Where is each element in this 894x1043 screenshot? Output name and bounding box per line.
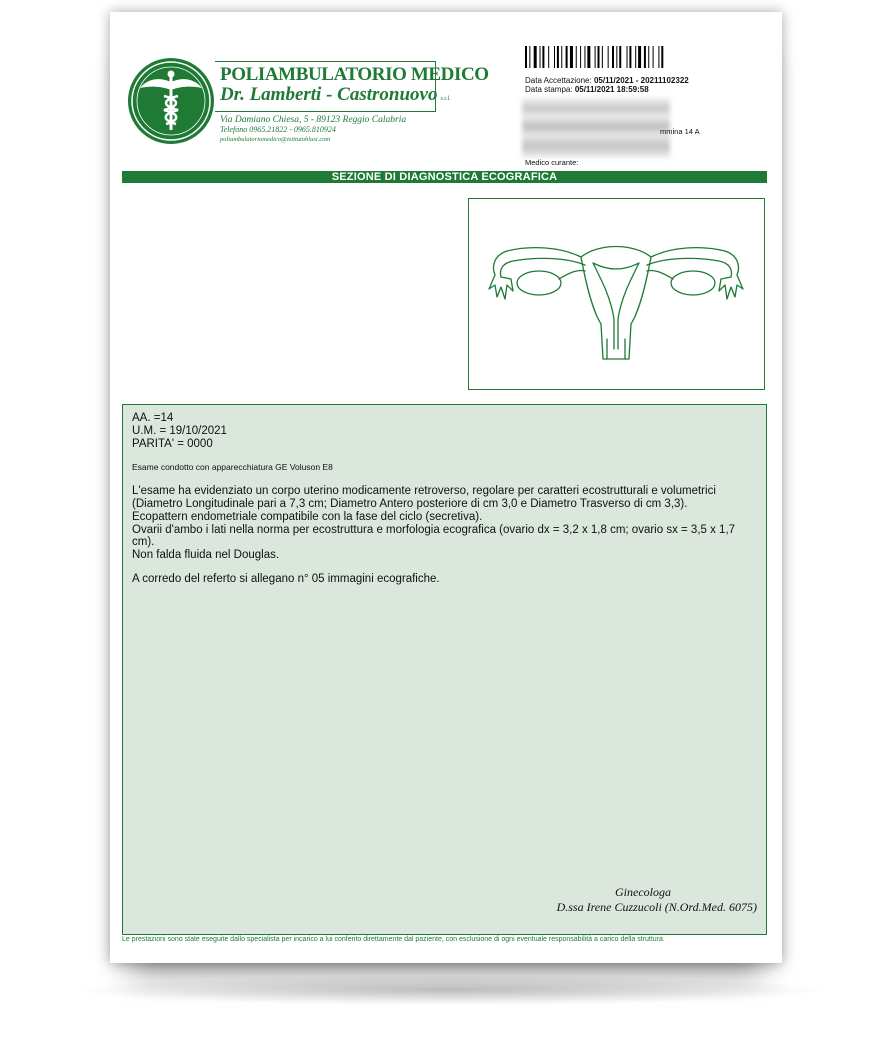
- attachment-line: A corredo del referto si allegano n° 05 immagini ecografiche.: [132, 572, 440, 585]
- section-title: SEZIONE DI DIAGNOSTICA ECOGRAFICA: [122, 171, 767, 183]
- parita-value: PARITA' = 0000: [132, 437, 213, 450]
- findings-paragraph: L'esame ha evidenziato un corpo uterino modicamente retroverso, regolare per caratteri ecostrutturali e volumetrici (Diametro Longitudinale pari a 7,3 cm; Diametro Antero posteriore di cm 3,0 e Diametro Trasverso di cm 3,3).: [132, 485, 716, 510]
- print-value: 05/11/2021 18:59:58: [574, 85, 649, 94]
- print-row: [525, 85, 689, 94]
- clinic-address: Via Damiano Chiesa, 5 - 89123 Reggio Calabria: [220, 115, 407, 125]
- clinic-doctors: [220, 84, 451, 106]
- barcode-icon: [525, 46, 721, 76]
- header-dates: [525, 76, 689, 94]
- um-value: U.M. = 19/10/2021: [132, 424, 227, 437]
- clinic-phone: Telefono 0965.21822 - 0965.810924: [220, 125, 336, 134]
- report-page: [110, 12, 782, 963]
- clinic-email: poliambulatoriomedico@istitutoblusi.com: [220, 136, 331, 143]
- endometrium-line: Ecopattern endometriale compatibile con la fase del ciclo (secretiva).: [132, 510, 483, 523]
- signature-name: D.ssa Irene Cuzzucoli (N.Ord.Med. 6075): [556, 900, 757, 914]
- uterus-diagram-icon: [468, 198, 765, 390]
- acceptance-value: 05/11/2021 - 20211102322: [593, 76, 689, 85]
- equipment-line: Esame condotto con apparecchiatura GE Voluson E8: [132, 462, 333, 473]
- print-label: Data stampa:: [525, 85, 573, 94]
- report-box: [122, 404, 767, 935]
- acceptance-label: Data Accettazione:: [525, 76, 592, 85]
- acceptance-row: [525, 76, 689, 85]
- company-suffix: s.r.l.: [440, 96, 451, 102]
- patient-info-fragment: mmina 14 A: [660, 127, 700, 136]
- clinic-doctors-text: Dr. Lamberti - Castronuovo: [220, 84, 438, 105]
- doctor-label: Medico curante:: [525, 158, 579, 167]
- signature-block: [557, 885, 757, 915]
- clinic-name: POLIAMBULATORIO MEDICO: [220, 64, 489, 85]
- redacted-patient-info: [522, 98, 670, 158]
- signature-role: Ginecologa: [615, 885, 671, 899]
- aa-value: AA. =14: [132, 412, 174, 424]
- ovaries-line: Ovarii d'ambo i lati nella norma per ecostruttura e morfologia ecografica (ovario dx = 3,2 x 1,8 cm; ovario sx = 3,5 x 1,7 cm).: [132, 523, 736, 549]
- douglas-line: Non falda fluida nel Douglas.: [132, 549, 280, 562]
- clinic-contacts: [220, 115, 406, 145]
- report-text: [132, 412, 757, 586]
- footer-disclaimer: Le prestazioni sono state eseguite dallo specialista per incarico a lui conferito direttamente dal paziente, con esclusione di ogni eventuale responsabilità a carico della struttura.: [122, 936, 665, 943]
- page-shadow: [70, 975, 830, 1005]
- caduceus-logo-icon: [128, 58, 214, 144]
